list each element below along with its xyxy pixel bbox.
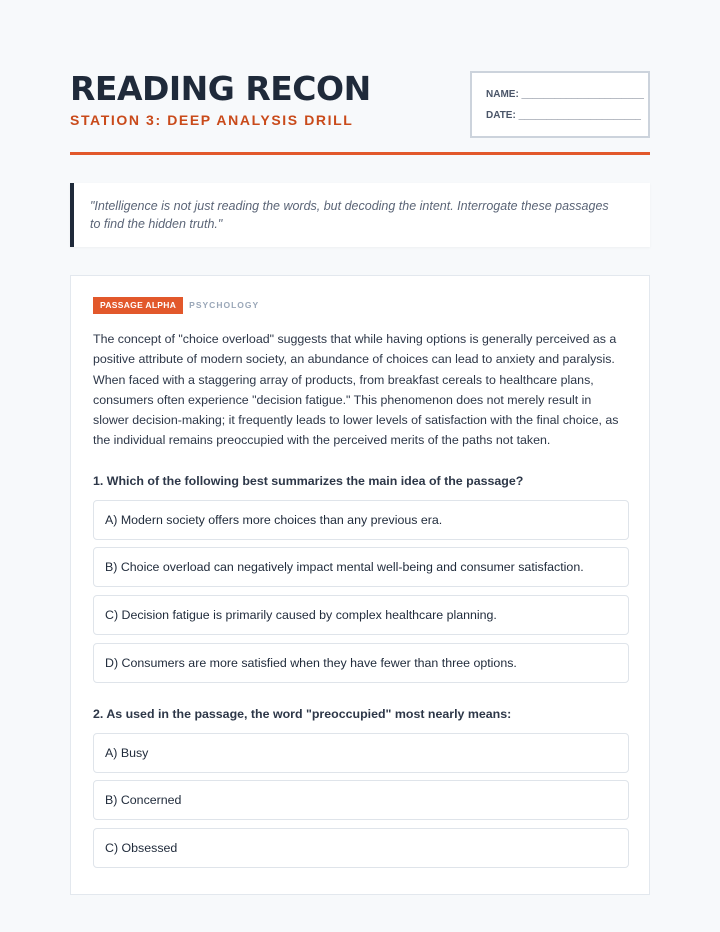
header-divider	[70, 152, 650, 155]
page-title: READING RECON	[70, 69, 371, 108]
question-2-option-b[interactable]: B) Concerned	[93, 780, 629, 820]
quote-text: "Intelligence is not just reading the words, but decoding the intent. Interrogate these passages to find the hidden truth."	[90, 199, 609, 231]
passage-text: The concept of "choice overload" suggests that while having options is generally perceived as a positive attribute of modern society, an abundance of choices can lead to anxiety and paralysis. When faced with a staggering array of products, from breakfast cereals to healthcare plans, consumers often experience "decision fatigue." This phenomenon does not merely result in slower decision-making; it frequently leads to lower levels of satisfaction with the final choice, as the individual remains preoccupied with the perceived merits of the paths not taken.	[93, 332, 619, 448]
worksheet-header	[70, 70, 650, 155]
date-field[interactable]: DATE: ______________________	[486, 110, 641, 121]
passage-tag: PASSAGE ALPHA	[93, 297, 183, 314]
page-subtitle: STATION 3: DEEP ANALYSIS DRILL	[70, 112, 354, 128]
passage-category: PSYCHOLOGY	[189, 300, 260, 310]
question-2-option-a[interactable]: A) Busy	[93, 733, 629, 773]
passage-tag-row	[93, 297, 259, 314]
question-2-prompt: 2. As used in the passage, the word "preoccupied" most nearly means:	[93, 707, 512, 721]
name-date-box	[470, 71, 650, 138]
question-1-prompt: 1. Which of the following best summarizes the main idea of the passage?	[93, 474, 524, 488]
question-1-option-a[interactable]: A) Modern society offers more choices than any previous era.	[93, 500, 629, 540]
name-field[interactable]: NAME: ______________________	[486, 89, 644, 100]
passage-card	[70, 275, 650, 895]
quote-block	[70, 183, 650, 247]
question-1-option-b[interactable]: B) Choice overload can negatively impact mental well-being and consumer satisfaction.	[93, 547, 629, 587]
question-1-option-d[interactable]: D) Consumers are more satisfied when they have fewer than three options.	[93, 643, 629, 683]
question-1-option-c[interactable]: C) Decision fatigue is primarily caused by complex healthcare planning.	[93, 595, 629, 635]
question-2-option-c[interactable]: C) Obsessed	[93, 828, 629, 868]
